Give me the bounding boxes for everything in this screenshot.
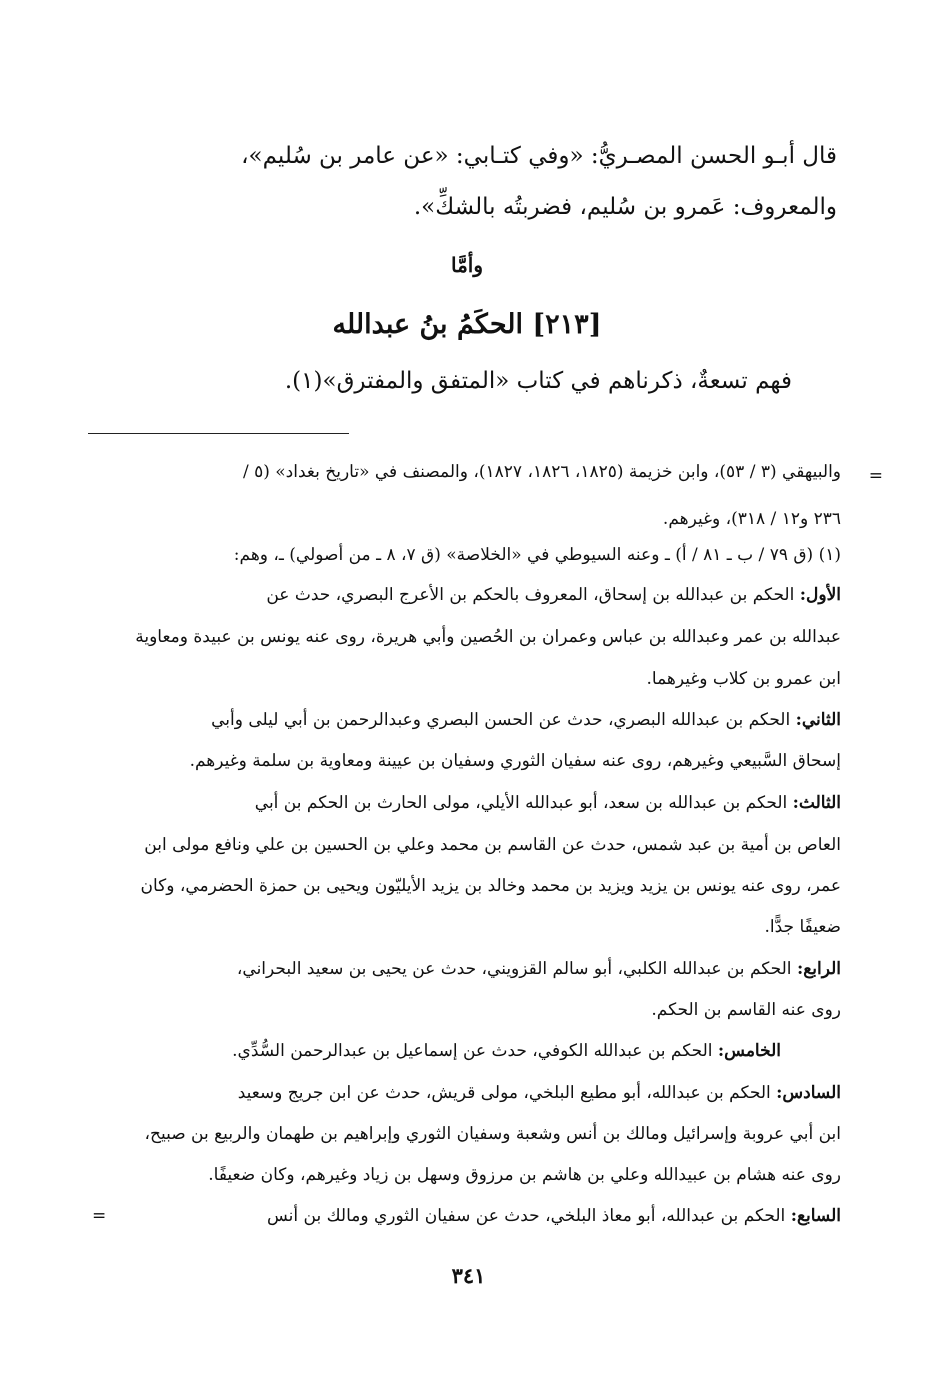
page-number: ٣٤١ bbox=[451, 1263, 486, 1288]
section-word: وأمَّا bbox=[450, 253, 484, 277]
fifth-text-1: الحكم بن عبدالله الكوفي، حدث عن إسماعيل بن عبدالرحمن السُّدِّي. bbox=[232, 1041, 713, 1061]
footnote-first-line-1 bbox=[97, 585, 841, 605]
main-line-2: والمعروف: عَمرو بن سُليم، فضربتُه بالشكِّ». bbox=[413, 194, 837, 220]
seventh-text-1: الحكم بن عبدالله، أبو معاذ البلخي، حدث عن سفيان الثوري ومالك بن أنس bbox=[266, 1206, 786, 1226]
main-line-1: قال أبـو الحسن المصـريُّ: «وفي كتـابي: «عن عامر بن سُليم»، bbox=[241, 143, 837, 169]
entry-title: [٢١٣] الحكَمُ بنُ عبدالله bbox=[332, 309, 602, 340]
footnote-fourth-line-1 bbox=[97, 959, 841, 979]
footnote-third-line-1 bbox=[97, 793, 841, 813]
fourth-label: الرابع: bbox=[796, 959, 841, 979]
fourth-text-1: الحكم بن عبدالله الكلبي، أبو سالم القزويني، حدث عن يحيى بن سعيد البحراني، bbox=[236, 959, 792, 979]
footnote-first-line-2: عبدالله بن عمر وعبدالله بن عباس وعمران بن الحُصين وأبي هريرة، روى عنه يونس بن عبيدة ومعاوية bbox=[135, 627, 841, 647]
footnote-fifth-line-1 bbox=[37, 1041, 781, 1061]
sixth-label: السادس: bbox=[776, 1083, 841, 1103]
footnote-sixth-line-2: ابن أبي عروبة وإسرائيل ومالك بن أنس وشعبة وسفيان الثوري وإبراهيم بن طهمان والربيع بن صبيح، bbox=[144, 1124, 841, 1144]
second-text-1: الحكم بن عبدالله البصري، حدث عن الحسن البصري وعبدالرحمن بن أبي ليلى وأبي bbox=[211, 710, 791, 730]
footnote-third-line-4: ضعيفًا جدًّا. bbox=[764, 917, 841, 937]
footnote-second-line-1 bbox=[97, 710, 841, 730]
footnote-second-line-2: إسحاق السَّبيعي وغيرهم، روى عنه سفيان الثوري وسفيان بن عيينة ومعاوية بن سلمة وغيرهم. bbox=[189, 751, 841, 771]
footnote-seventh-line-1 bbox=[97, 1206, 841, 1226]
first-text-1: الحكم بن عبدالله بن إسحاق، المعروف بالحكم بن الأعرج البصري، حدث عن bbox=[266, 585, 795, 605]
footnote-third-line-3: عمر، روى عنه يونس بن يزيد ويزيد بن محمد وخالد بن يزيد الأيليّون ويحيى بن حمزة الحضرمي، وكان bbox=[140, 876, 841, 896]
end-continuation-marker: = bbox=[92, 1206, 107, 1226]
sixth-text-1: الحكم بن عبدالله، أبو مطيع البلخي، مولى قريش، حدث عن ابن جريج وسعيد bbox=[237, 1083, 771, 1103]
footnote-third-line-2: العاص بن أمية بن عبد شمس، حدث عن القاسم بن محمد وعلي بن الحسين بن علي ونافع مولى ابن bbox=[144, 835, 841, 855]
footnote-fourth-line-2: روى عنه القاسم بن الحكم. bbox=[651, 1000, 841, 1020]
continuation-marker: = bbox=[868, 466, 883, 486]
footnote-continuation-line-1: والبيهقي (٣ / ٥٣)، وابن خزيمة (١٨٢٥، ١٨٢٦، ١٨٢٧)، والمصنف في «تاريخ بغداد» (٥ / bbox=[242, 462, 841, 482]
third-label: الثالث: bbox=[792, 793, 841, 813]
seventh-label: السابع: bbox=[790, 1206, 841, 1226]
footnote-first-line-3: ابن عمرو بن كلاب وغيرهما. bbox=[646, 669, 841, 689]
footnote-sixth-line-3: روى عنه هشام بن عبيدالله وعلي بن هاشم بن مرزوق وسهل بن زياد وغيرهم، وكان ضعيفًا. bbox=[208, 1165, 841, 1185]
footnote-separator bbox=[88, 433, 349, 434]
third-text-1: الحكم بن عبدالله بن سعد، أبو عبدالله الأيلي، مولى الحارث بن الحكم بن أبي bbox=[254, 793, 788, 813]
footnote-sixth-line-1 bbox=[97, 1083, 841, 1103]
fifth-label: الخامس: bbox=[717, 1041, 781, 1061]
second-label: الثاني: bbox=[795, 710, 841, 730]
main-line-3: فهم تسعةٌ، ذكرناهم في كتاب «المتفق والمفترق»(١). bbox=[284, 368, 792, 394]
footnote-continuation-line-2: ٢٣٦ و١٢ / ٣١٨)، وغيرهم. bbox=[662, 509, 841, 529]
first-label: الأول: bbox=[799, 585, 841, 605]
footnote-1-intro: (١) (ق ٧٩ / ب ـ ٨١ / أ) ـ وعنه السيوطي في «الخلاصة» (ق ٧، ٨ ـ من أصولي) ـ، وهم: bbox=[233, 545, 841, 565]
